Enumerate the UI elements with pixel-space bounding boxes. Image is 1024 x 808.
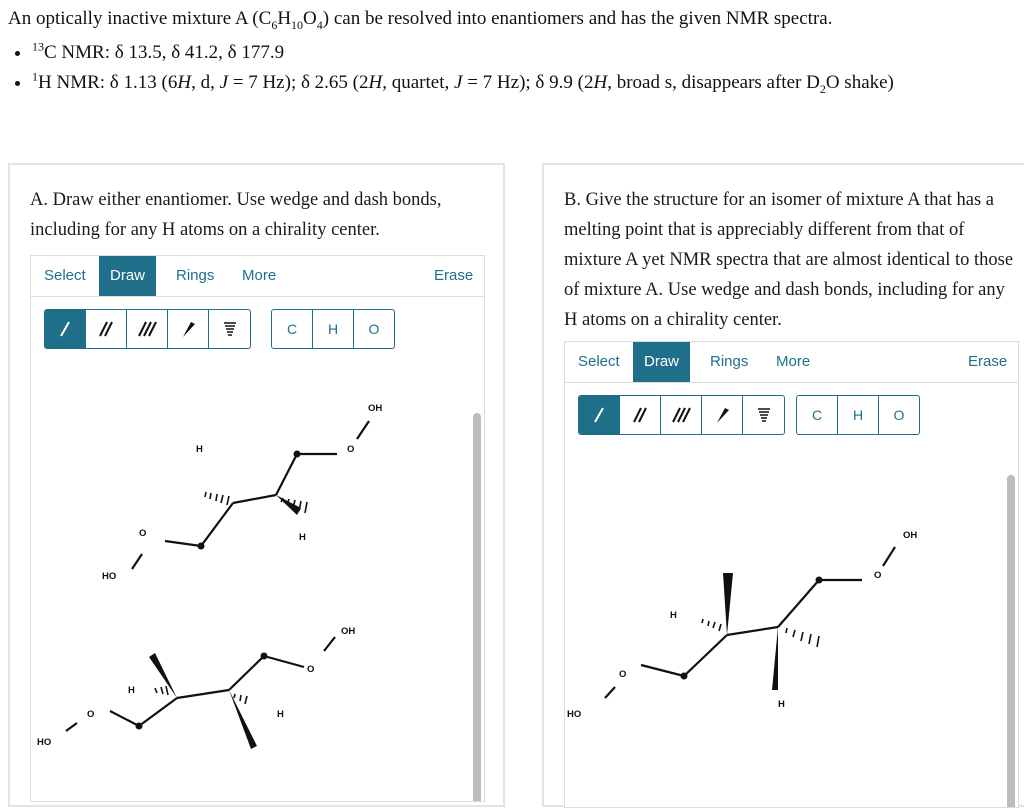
double-bond-tool[interactable]	[86, 310, 127, 348]
double-bond-icon	[96, 319, 116, 339]
question-intro: An optically inactive mixture A $(C_6H_{10}O_4)$ can be resolved into enantiomers and has the given NMR spectra.	[8, 8, 833, 32]
rings-tab[interactable]: Rings	[176, 267, 215, 284]
h-label: H	[299, 532, 306, 543]
meso-structure-wedges	[702, 573, 819, 690]
double-bond-icon	[630, 405, 650, 425]
double-bond-tool[interactable]	[620, 396, 661, 434]
dash-bond-icon	[220, 319, 240, 339]
wedge-bond-icon	[712, 405, 732, 425]
atom-tools	[796, 395, 920, 435]
single-bond-icon	[55, 319, 75, 339]
o-label: O	[874, 570, 882, 581]
triple-bond-icon	[136, 319, 158, 339]
rings-tab[interactable]: Rings	[710, 353, 749, 370]
part-a-bond-toolrow	[30, 296, 485, 362]
dash-bond-icon	[754, 405, 774, 425]
part-b-panel	[542, 163, 1024, 807]
c13-nmr-item: • $^{13}$C NMR: δ 13.5, δ 41.2, δ 177.9	[32, 40, 1018, 66]
structure-2-bonds	[66, 637, 335, 731]
o-label: O	[307, 664, 315, 675]
erase-tab[interactable]: Erase	[434, 267, 474, 284]
oxygen-atom-tool[interactable]: O	[368, 321, 380, 337]
part-b-structure	[565, 447, 1018, 807]
carbon-atom-tool[interactable]: C	[797, 396, 838, 434]
h-label: H	[778, 699, 785, 710]
wedge-bond-icon	[178, 319, 198, 339]
bond-tools	[578, 395, 785, 435]
oh-label: OH	[903, 530, 918, 541]
h-label: H	[277, 709, 284, 720]
more-tab[interactable]: More	[776, 353, 811, 370]
dash-bond-tool[interactable]	[209, 310, 250, 348]
atom-dot	[294, 451, 301, 458]
h-label: H	[196, 444, 203, 455]
single-bond-tool[interactable]	[45, 310, 86, 348]
part-a-prompt: A. Draw either enantiomer. Use wedge and dash bonds, including for any H atoms on a chirality center.	[30, 190, 442, 240]
atom-dot	[261, 653, 268, 660]
atom-dot	[816, 577, 823, 584]
h-label: H	[670, 610, 677, 621]
oh-label: OH	[341, 626, 356, 637]
carbon-atom-tool[interactable]: C	[272, 310, 313, 348]
part-b-drawing-canvas[interactable]	[564, 447, 1019, 808]
structure-1-wedges	[205, 492, 307, 515]
ho-label: HO	[37, 737, 52, 748]
triple-bond-tool[interactable]	[661, 396, 702, 434]
triple-bond-tool[interactable]	[127, 310, 168, 348]
h1-nmr-item: • $^1$H NMR: δ 1.13 (6H, d, J = 7 Hz); δ 2.65 (2H, quartet, J = 7 Hz); δ 9.9 (2H, broad s, disappears after $D_2O$ shake)	[32, 70, 1018, 96]
single-bond-icon	[589, 405, 609, 425]
single-bond-tool[interactable]	[579, 396, 620, 434]
wedge-bond-tool[interactable]	[168, 310, 209, 348]
bond-tools	[44, 309, 251, 349]
more-tab[interactable]: More	[242, 267, 277, 284]
question-text	[8, 6, 1018, 100]
oh-label: OH	[368, 403, 383, 414]
part-b-scrollbar[interactable]	[1007, 475, 1015, 808]
ho-label: HO	[102, 571, 117, 582]
part-a-scrollbar[interactable]	[473, 413, 481, 802]
o-label: O	[619, 669, 627, 680]
part-b-bond-toolrow	[564, 382, 1019, 448]
part-a-toolbar	[30, 255, 485, 296]
dash-bond-tool[interactable]	[743, 396, 784, 434]
structure-1-bonds	[132, 421, 369, 569]
erase-tab[interactable]: Erase	[968, 353, 1008, 370]
select-tab[interactable]: Select	[578, 353, 620, 370]
draw-tab[interactable]: Draw	[633, 342, 690, 382]
atom-tools	[271, 309, 395, 349]
select-tab[interactable]: Select	[44, 267, 86, 284]
oxygen-atom-tool[interactable]: O	[893, 407, 905, 423]
ho-label: HO	[567, 709, 582, 720]
wedge-bond-tool[interactable]	[702, 396, 743, 434]
draw-tab[interactable]: Draw	[99, 256, 156, 296]
o-label: O	[139, 528, 147, 539]
hydrogen-atom-tool[interactable]: H	[313, 310, 354, 348]
h-label: H	[128, 685, 135, 696]
atom-dot	[136, 723, 143, 730]
o-label: O	[87, 709, 95, 720]
part-b-toolbar	[564, 341, 1019, 382]
part-a-drawing-canvas[interactable]	[30, 361, 485, 802]
part-b-prompt: B. Give the structure for an isomer of mixture A that has a melting point that is appreciably different from that of mixture A yet NMR spectra that are almost identical to those of mixture A. Use wedge and dash bonds, including for any H atoms on a chirality center.	[564, 190, 1014, 330]
atom-dot	[198, 543, 205, 550]
part-a-panel	[8, 163, 505, 807]
o-label: O	[347, 444, 355, 455]
nmr-list	[8, 40, 1018, 96]
meso-structure-bonds	[605, 547, 895, 698]
hydrogen-atom-tool[interactable]: H	[838, 396, 879, 434]
part-a-structures	[31, 361, 484, 801]
atom-dot	[681, 673, 688, 680]
triple-bond-icon	[670, 405, 692, 425]
structure-2-wedges	[149, 653, 257, 749]
